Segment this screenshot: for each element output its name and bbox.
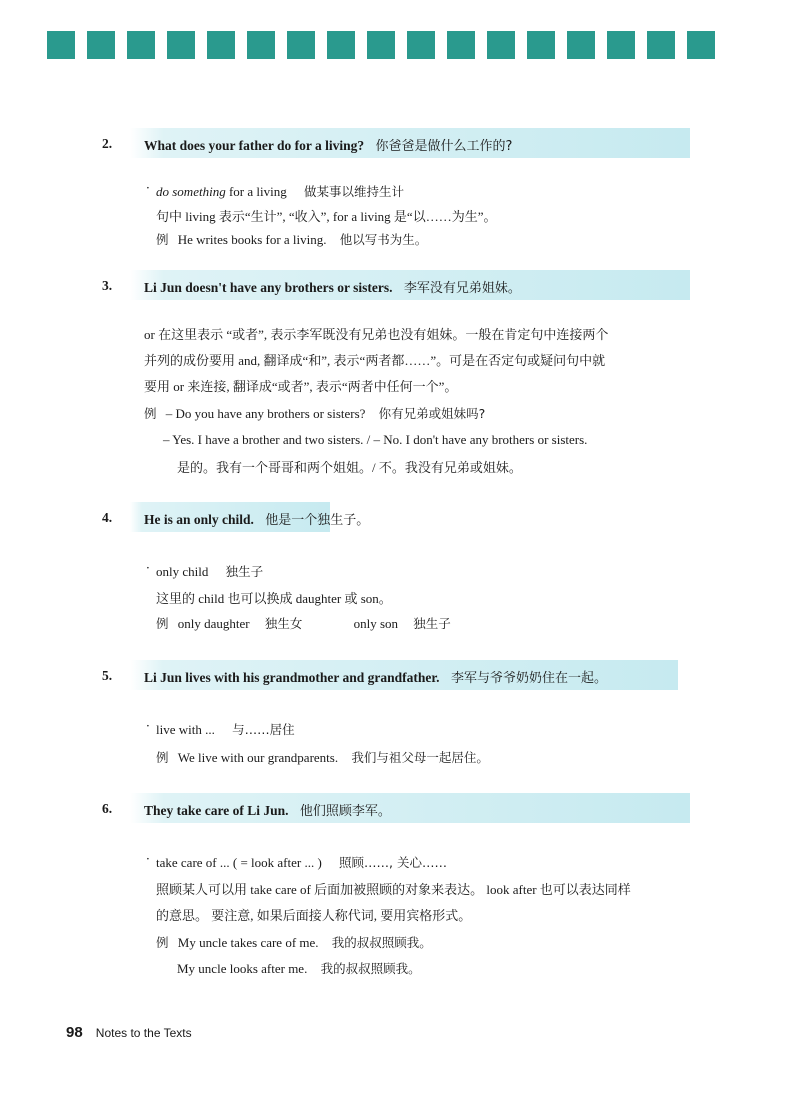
note-line: 要用 or 来连接, 翻译成“或者”, 表示“两者中任何一个”。 — [144, 379, 458, 394]
decor-square — [367, 31, 395, 59]
example-label: 例 — [156, 935, 169, 950]
example-translation: 我们与祖父母一起居住。 — [351, 750, 489, 765]
example-text: My uncle takes care of me. — [177, 935, 319, 950]
decor-square — [207, 31, 235, 59]
example-text: My uncle looks after me. — [177, 961, 308, 976]
note-number: 5. — [102, 668, 113, 683]
note-number: 6. — [102, 801, 113, 816]
heading-english: Li Jun doesn't have any brothers or sisters. — [144, 280, 393, 295]
note-line: 照顾某人可以用 take care of 后面加被照顾的对象来表达。 look after 也可以表达同样 — [156, 882, 631, 897]
example-line: – Yes. I have a brother and two sisters. / – No. I don't have any brothers or sisters. — [163, 432, 588, 447]
note-number: 4. — [102, 510, 113, 525]
note-heading — [144, 135, 512, 154]
decor-square — [687, 31, 715, 59]
term-translation: 独生子 — [225, 564, 264, 579]
heading-chinese: 李军与爷爷奶奶住在一起。 — [450, 671, 607, 686]
note-number: 2. — [102, 136, 113, 151]
header-decoration — [47, 31, 715, 59]
example-line — [156, 614, 451, 632]
term-translation: 与……居住 — [232, 722, 295, 737]
example-translation: 独生女 — [264, 616, 303, 631]
note-line — [156, 182, 404, 200]
note-number: 3. — [102, 278, 113, 293]
example-text: only daughter — [177, 616, 250, 631]
heading-english: Li Jun lives with his grandmother and grandfather. — [144, 670, 440, 685]
note-line: 句中 living 表示“生计”, “收入”, for a living 是“以……为生”。 — [156, 209, 497, 224]
decor-square — [447, 31, 475, 59]
note-line — [156, 562, 263, 580]
footer-title: Notes to the Texts — [95, 1026, 192, 1040]
example-line — [144, 404, 485, 422]
decor-square — [487, 31, 515, 59]
decor-square — [167, 31, 195, 59]
term-translation: 做某事以维持生计 — [303, 184, 404, 199]
bullet: · — [146, 181, 150, 195]
note-heading — [144, 667, 607, 686]
note-line: 的意思。 要注意, 如果后面接人称代词, 要用宾格形式。 — [156, 908, 472, 923]
example-text: – Do you have any brothers or sisters? — [165, 406, 366, 421]
heading-chinese: 他是一个独生子。 — [265, 513, 370, 528]
decor-square — [407, 31, 435, 59]
example-translation: 是的。我有一个哥哥和两个姐姐。/ 不。我没有兄弟或姐妹。 — [177, 460, 522, 475]
heading-chinese: 李军没有兄弟姐妹。 — [403, 281, 521, 296]
note-line: 并列的成份要用 and, 翻译成“和”, 表示“两者都……”。可是在否定句或疑问句中就 — [144, 353, 606, 368]
example-line — [156, 230, 427, 248]
example-label: 例 — [156, 750, 169, 765]
term-translation: 照顾……, 关心…… — [339, 855, 447, 870]
example-translation: 他以写书为生。 — [339, 232, 428, 247]
note-heading — [144, 509, 369, 528]
example-translation: 我的叔叔照顾我。 — [331, 935, 432, 950]
decor-square — [247, 31, 275, 59]
decor-square — [87, 31, 115, 59]
example-label: 例 — [156, 616, 169, 631]
example-translation: 我的叔叔照顾我。 — [320, 961, 421, 976]
example-translation: 你有兄弟或姐妹吗? — [378, 406, 486, 421]
decor-square — [567, 31, 595, 59]
italic-term: do something — [156, 184, 226, 199]
example-translation: 独生子 — [413, 616, 451, 631]
decor-square — [47, 31, 75, 59]
note-line — [156, 720, 295, 738]
example-label: 例 — [144, 406, 157, 421]
note-heading — [144, 800, 391, 819]
heading-chinese: 他们照顾李军。 — [299, 804, 391, 819]
example-line — [177, 959, 421, 977]
page-footer — [66, 1022, 192, 1041]
heading-english: He is an only child. — [144, 512, 254, 527]
bullet: · — [146, 561, 150, 575]
decor-square — [127, 31, 155, 59]
note-line — [156, 853, 447, 871]
example-text: only son — [353, 616, 399, 631]
heading-english: What does your father do for a living? — [144, 138, 365, 153]
heading-english: They take care of Li Jun. — [144, 803, 289, 818]
example-line — [156, 748, 489, 766]
term: take care of ... ( = look after ... ) — [156, 855, 322, 870]
decor-square — [527, 31, 555, 59]
note-line: or 在这里表示 “或者”, 表示李军既没有兄弟也没有姐妹。一般在肯定句中连接两个 — [144, 327, 609, 342]
decor-square — [647, 31, 675, 59]
heading-chinese: 你爸爸是做什么工作的? — [375, 139, 513, 154]
example-text: He writes books for a living. — [177, 232, 327, 247]
term: for a living — [225, 184, 287, 199]
page-number: 98 — [66, 1024, 83, 1041]
term: only child — [156, 564, 209, 579]
term: live with ... — [156, 722, 215, 737]
decor-square — [287, 31, 315, 59]
bullet: · — [146, 719, 150, 733]
example-label: 例 — [156, 232, 169, 247]
bullet: · — [146, 852, 150, 866]
note-line: 这里的 child 也可以换成 daughter 或 son。 — [156, 591, 392, 606]
decor-square — [607, 31, 635, 59]
note-heading — [144, 277, 521, 296]
example-line — [156, 933, 432, 951]
example-text: We live with our grandparents. — [177, 750, 339, 765]
decor-square — [327, 31, 355, 59]
